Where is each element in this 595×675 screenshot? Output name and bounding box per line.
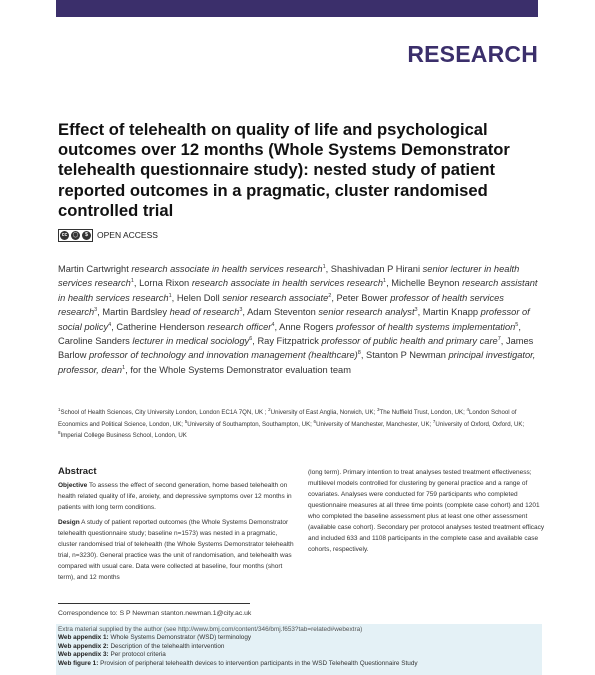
author [116,322,274,332]
author-name: Lorna Rixon [139,278,192,289]
cc-badge-text: cc [61,231,68,238]
author-name: Catherine Henderson [116,321,208,332]
author-name: Peter Bower [336,292,391,303]
author-name: Michelle Beynon [391,278,463,289]
author-role: principal investigator, professor, dean [58,350,536,375]
author-name: Ray Fitzpatrick [257,336,322,347]
affiliation [58,406,269,416]
affiliation-text: University of East Anglia, Norwich, UK; [270,409,378,416]
author-name: Martin Cartwright [58,264,132,274]
extra-material-label: Web figure 1: [58,659,101,667]
author-affiliation-number: 7 [497,335,501,342]
affiliations [58,407,540,442]
affiliation-text: The Nuffield Trust, London, UK; [379,409,467,416]
author-affiliation-number: 3 [239,307,243,314]
extra-material-intro: Extra material supplied by the author (see http://www.bmj.com/content/346/bmj.f653?tab=related#webextra) [58,626,363,633]
design-label: Design [58,519,80,526]
affiliation [313,418,433,428]
author-name: Martin Knapp [422,307,481,318]
author-name: Stanton P Newman [366,350,449,361]
abstract-design [58,517,298,583]
article-title: Effect of telehealth on quality of life and psychological outcomes over 12 months (Whole Systems Demonstrator telehealth questionnaire study): nested study of patient reported outcomes in a pragmatic, cluster randomised controlled trial [58,120,510,220]
extra-material-item[interactable] [58,643,542,651]
affiliation-number: 4 [466,406,469,412]
objective-label: Objective [58,482,88,489]
author [58,264,326,274]
author-affiliation-number: 1 [383,278,387,285]
author-name: Caroline Sanders [58,336,133,347]
open-access-label: OPEN ACCESS [97,230,158,240]
author-affiliation-number: 1 [122,364,126,371]
affiliation-number: 7 [432,418,436,424]
author-affiliation-number: 8 [357,350,361,357]
author [58,336,252,346]
author-name: Helen Doll [176,292,223,303]
author-affiliation-number: 5 [515,321,519,328]
author-affiliation-number: 1 [322,263,326,270]
author-role: professor of social policy [58,307,530,332]
author-list-tail: , for the Whole Systems Demonstrator evaluation team [125,364,351,375]
affiliation [432,418,525,428]
author-role: professor of public health and primary care [321,336,498,347]
author-name: Anne Rogers [279,321,336,332]
extra-material-item[interactable] [58,634,542,642]
author-role: research associate in health services research [191,278,384,289]
top-color-bar [56,0,538,17]
extra-material-text: Per protocol criteria [110,651,166,659]
abstract-right-column [308,467,548,559]
extra-material-label: Web appendix 3: [58,651,111,659]
extra-material-text: Description of the telehealth intervention [110,642,225,650]
affiliation [377,406,467,416]
author-role: professor of technology and innovation management (healthcare) [89,350,358,361]
author-affiliation-number: 1 [130,278,134,285]
extra-material-item[interactable] [58,660,542,668]
abstract-continued: (long term). Primary intention to treat analyses tested treatment effectiveness; multilevel models controlled for clustering by general practice and a range of covariates. Analyses were conducted for 759 participants who completed questionnaire measures at all three time points (complete case cohort) and 1201 who completed the baseline assessment plus at least one other assessment (available case cohort). Secondary per protocol analyses tested treatment efficacy and included 633 and 1108 participants in the complete case and available case cohorts, respectively. [308,469,545,553]
affiliation-number: 5 [184,418,188,424]
affiliation-number: 3 [377,406,380,412]
affiliation [268,406,378,416]
author-affiliation-number: 2 [328,292,332,299]
author [257,336,500,346]
author-name: Martin Bardsley [102,307,170,318]
author-role: senior research analyst [318,307,415,318]
affiliation-text: Imperial College Business School, London, UK [60,432,187,439]
affiliation-number: 2 [268,406,271,412]
author [139,278,386,288]
author-affiliation-number: 4 [108,321,112,328]
author [102,307,242,317]
author [279,322,518,332]
correspondence: Correspondence to: S P Newman stanton.newman.1@city.ac.uk [58,610,252,617]
author-affiliation-number: 3 [414,307,418,314]
affiliation [58,429,187,439]
author-role: professor of health services research [58,292,504,318]
creative-commons-icon: cc ◯ $ [58,229,93,242]
abstract-objective [58,480,298,513]
affiliation-number: 1 [58,406,61,412]
author-name: Shashivadan P Hirani [330,264,423,274]
abstract-heading: Abstract [58,466,97,477]
author-role: senior lecturer in health services research [58,264,520,289]
affiliation-text: School of Health Sciences, City University London, London EC1A 7QN, UK ; [60,409,269,416]
author-name: James Barlow [58,336,534,361]
objective-text: To assess the effect of second generation, home based telehealth on health related quality of life, anxiety, and depressive symptoms over 12 months in patients with long term conditions. [58,482,292,511]
affiliation-text: London School of Economics and Political Science, London, UK; [58,409,517,428]
open-access-line [58,229,158,241]
author-affiliation-number: 6 [249,335,253,342]
design-text: A study of patient reported outcomes (the Whole Systems Demonstrator telehealth questionnaire study; baseline n=1573) was nested in a pragmatic, cluster randomised trial of telehealth (the Whole Systems Demonstrator telehealth trial, n=3230). General practice was the unit of randomisation, and telehealth was compared with usual care. Data were collected at baseline, four months (short term), and 12 months [58,519,294,581]
affiliation-text: University of Manchester, Manchester, UK; [316,420,433,428]
author-affiliation-number: 3 [94,307,98,314]
author [177,293,331,303]
affiliation-text: University of Oxford, Oxford, UK; [435,420,525,428]
affiliation-text: University of Southampton, Southampton, UK; [187,420,314,428]
affiliation [184,418,314,428]
author-role: lecturer in medical sociology [132,336,250,347]
extra-material-box [56,624,542,675]
extra-material-label: Web appendix 1: [58,634,111,642]
affiliation-number: 6 [313,418,317,424]
extra-material-label: Web appendix 2: [58,642,111,650]
author-role: research officer [207,321,272,332]
extra-material-item[interactable] [58,651,542,659]
author-name: Adam Steventon [247,307,319,318]
author-affiliation-number: 1 [168,292,172,299]
abstract-left-column [58,480,298,587]
extra-material-text: Provision of peripheral telehealth devices to intervention participants in the WSD Telehealth Questionnaire Study [100,659,418,667]
author-affiliation-number: 4 [271,321,275,328]
author-list: Martin Cartwright research associate in health services research$^1$, Shashivadan P Hirani senior lecturer in health services research$^1$, Lorna Rixon research associate in health services research$^1$, Michelle Beynon research assistant in health services research$^1$, Helen Doll senior research associate$^2$, Peter Bower professor of health services research$^3$, Martin Bardsley head of research$^3$, Adam Steventon senior research analyst$^3$, Martin Knapp professor of social policy$^4$, Catherine Henderson research officer$^4$, Anne Rogers professor of health systems implementation$^5$, Caroline Sanders lecturer in medical sociology$^6$, Ray Fitzpatrick professor of public health and primary care$^7$, James Barlow professor of technology and innovation management (healthcare)$^8$, Stanton P Newman principal investigator, professor, dean$^1$, for the Whole Systems Demonstrator evaluation team [58,263,538,375]
extra-material-text: Whole Systems Demonstrator (WSD) terminology [110,634,252,642]
section-label: RESEARCH [407,41,538,67]
author-role: professor of health systems implementation [335,321,516,332]
author-role: head of research [169,307,240,318]
author-role: research assistant in health services research [58,278,538,303]
author-role: senior research associate [222,292,329,303]
author-role: research associate in health services research [131,264,323,274]
footnote-rule [58,603,250,604]
extra-material-list [58,634,542,668]
author [247,307,418,317]
affiliation-number: 8 [58,429,61,435]
